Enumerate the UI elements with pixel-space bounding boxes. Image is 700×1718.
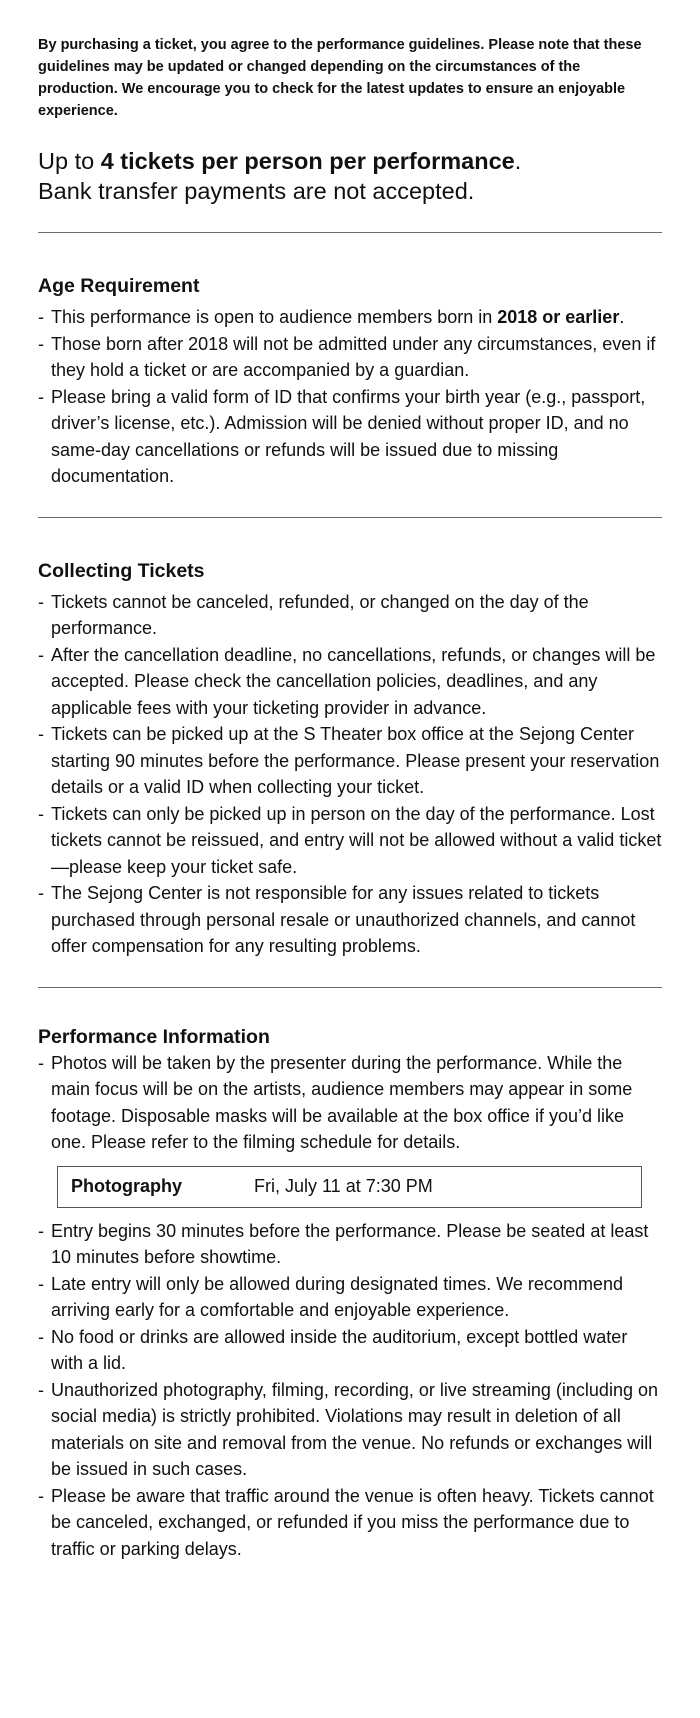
ticket-limit-prefix: Up to <box>38 148 101 174</box>
list-item: - After the cancellation deadline, no cancellations, refunds, or changes will be accepted. Please check the cancellation policies, deadlines, and any applicable fees with your ticketing provider in advance. <box>38 642 662 722</box>
age-requirement-section <box>38 233 662 517</box>
birth-year-emphasis: 2018 or earlier <box>497 307 620 327</box>
list-item: - Unauthorized photography, filming, recording, or live streaming (including on social media) is strictly prohibited. Violations may result in deletion of all materials on site and removal from the venue. No refunds or exchanges will be issued in such cases. <box>38 1377 662 1483</box>
ticket-limit-bold: 4 tickets per person per performance <box>100 148 515 174</box>
ticket-limit-notice <box>38 146 662 206</box>
filming-schedule-box <box>57 1166 642 1208</box>
list-item: - Tickets can be picked up at the S Theater box office at the Sejong Center starting 90 minutes before the performance. Please present your reservation details or a valid ID when collecting your ticket. <box>38 721 662 801</box>
section-title: Collecting Tickets <box>38 559 205 582</box>
bank-transfer-notice: Bank transfer payments are not accepted. <box>38 178 475 204</box>
list-item: - No food or drinks are allowed inside the auditorium, except bottled water with a lid. <box>38 1324 662 1377</box>
list-item: - Entry begins 30 minutes before the performance. Please be seated at least 10 minutes before showtime. <box>38 1218 662 1271</box>
performance-list <box>38 1218 662 1563</box>
ticket-limit-suffix: . <box>514 148 522 174</box>
photo-note-list <box>38 1050 662 1156</box>
list-item: - Please bring a valid form of ID that confirms your birth year (e.g., passport, driver’s license, etc.). Admission will be denied without proper ID, and no same-day cancellations or refunds will be issued due to missing documentation. <box>38 384 662 490</box>
collecting-tickets-section <box>38 518 662 987</box>
section-title: Performance Information <box>38 1025 270 1048</box>
collecting-list <box>38 589 662 960</box>
list-item: - Tickets cannot be canceled, refunded, or changed on the day of the performance. <box>38 589 662 642</box>
intro-notice: By purchasing a ticket, you agree to the performance guidelines. Please note that these guidelines may be updated or changed depending on the circumstances of the production. We encourage you to check for the latest updates to ensure an enjoyable experience. <box>38 37 642 119</box>
list-item: - Those born after 2018 will not be admitted under any circumstances, even if they hold a ticket or are accompanied by a guardian. <box>38 331 662 384</box>
list-item <box>38 304 662 331</box>
schedule-label: Photography <box>71 1176 182 1196</box>
list-item: - Tickets can only be picked up in person on the day of the performance. Lost tickets cannot be reissued, and entry will not be allowed without a valid ticket—please keep your ticket safe. <box>38 801 662 881</box>
list-item: - The Sejong Center is not responsible for any issues related to tickets purchased through personal resale or unauthorized channels, and cannot offer compensation for any resulting problems. <box>38 880 662 960</box>
list-item-text: This performance is open to audience members born in <box>51 307 498 327</box>
list-item: - Photos will be taken by the presenter during the performance. While the main focus will be on the artists, audience members may appear in some footage. Disposable masks will be available at the box office if you’d like one. Please refer to the filming schedule for details. <box>38 1050 662 1156</box>
list-item-text: . <box>619 307 625 327</box>
age-list <box>38 304 662 490</box>
list-item: - Late entry will only be allowed during designated times. We recommend arriving early for a comfortable and enjoyable experience. <box>38 1271 662 1324</box>
list-item: - Please be aware that traffic around the venue is often heavy. Tickets cannot be canceled, exchanged, or refunded if you miss the performance due to traffic or parking delays. <box>38 1483 662 1563</box>
schedule-value: Fri, July 11 at 7:30 PM <box>254 1176 433 1196</box>
performance-information-section <box>38 988 662 1590</box>
section-title: Age Requirement <box>38 275 200 297</box>
